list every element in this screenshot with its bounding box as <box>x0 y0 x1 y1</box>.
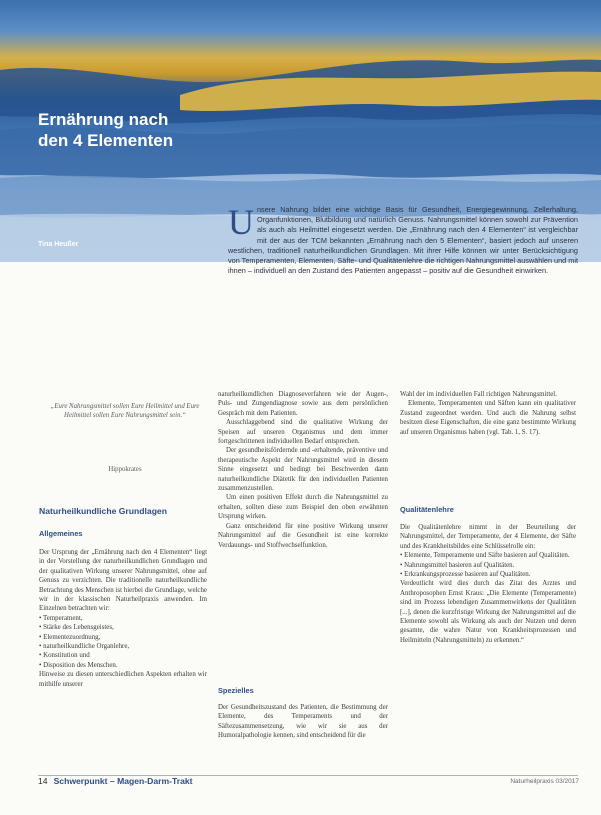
col2-paragraph-2: Ausschlaggebend sind die qualitative Wirkung der Speisen auf unseren Organismus und dem immer fortgeschrittenen individuellen Bedarf entsprechen. <box>218 419 388 446</box>
intro-text: nsere Nahrung bildet eine wichtige Basis für Gesundheit, Energiegewinnung, Zellerhaltung, Organfunktionen, Blutbildung und natürlich Genuss. Nahrungsmittel können sowohl zur Prävention als auch als Heilmittel eingesetzt werden. Die „Ernährung nach den 4 Elementen“ ist vergleichbar mit der aus der TCM bekannten „Ernährung nach den 5 Elementen“, basiert jedoch auf unseren westlichen, traditionell naturheilkundlichen Grundlagen. Mit ihrer Hilfe können wir unter Berücksichtigung von Temperamenten, Elementen, Säfte- und Qualitätenlehre die richtigen Nahrungsmittel auswählen und mit ihnen – individuell an den Zustand des Patienten angepasst – positiv auf die Gesundheit einwirken. <box>228 205 578 276</box>
aspect-item: • Stärke des Lebensgeistes, <box>39 623 207 632</box>
quality-item: • Erkrankungsprozesse basieren auf Qualitäten. <box>400 570 576 579</box>
col1-paragraph-1: Der Ursprung der „Ernährung nach den 4 Elementen“ liegt in der Vorstellung der naturheilkundlichen Grundlagen und der qualitativen Wirkung unserer Nahrungsmittel, ohne auf Genuss zu verzichten. Die traditionelle naturheilkundliche Betrachtung des Menschen ist hierbei die Grundlage, welche wir in der klassischen Naturheilpraxis anwenden. Im Einzelnen betrachten wir: <box>39 549 207 613</box>
aspect-item: • Temperament, <box>39 614 207 623</box>
title-line-1: Ernährung nach <box>38 110 169 129</box>
col3-paragraph-1: Wahl der im individuellen Fall richtigen Nahrungsmittel. <box>400 391 557 398</box>
col2-paragraph-5: Ganz entscheidend für eine positive Wirkung unserer Nahrungsmittel auf die Gesundheit ist eine korrekte Verdauungs- und Stoffwechselfunktion. <box>218 522 388 549</box>
col2-paragraph-4: Um einen positiven Effekt durch die Nahrungsmittel zu erhalten, sollten diese zum Beispiel den oben erwähnten Ursprung wirken. <box>218 494 388 521</box>
intro-paragraph <box>228 202 578 276</box>
section-heading-grundlagen: Naturheilkundliche Grundlagen <box>39 506 167 516</box>
drop-cap: U <box>228 202 254 242</box>
article-title <box>38 109 173 151</box>
col3-paragraph-2: Elemente, Temperamenten und Säften kann ein qualitativer Zustand zugeordnet werden. Und auch die Nahrung selbst besitzen diese Eigenschaften, die eine ganz bestimmte Wirkung auf unseren Organismus haben (vgl. Tab. 1, S. 17). <box>400 400 576 436</box>
col3-paragraph-3: Die Qualitätenlehre nimmt in der Beurteilung der Nahrungsmittel, der Temperamente, der 4 Elemente, der Säfte und des Krankheitsbildes eine Schlüsselrolle ein: <box>400 524 576 550</box>
aspect-item: • Elementezuordnung, <box>39 633 207 642</box>
footer-section <box>38 776 193 786</box>
col3-paragraph-4: Verdeutlicht wird dies durch das Zitat des Arztes und Anthroposophen Ernst Kraus: „Die Elemente (Temperamente) sind im Prozess lebendigen Zusammenwirkens der Qualitäten [...], denen die kurzfristige Wirkung der Nahrungsmittel auf die Elemente sowohl als Wirkung als auch der Nutzen und deren gesamte, die wahre Natur von Krankheitsprozessen und Heilmitteln (Nahrungsmitteln) zu erkennen.“ <box>400 580 576 644</box>
qualities-list <box>400 551 576 579</box>
aspect-item: • Konstitution und <box>39 651 207 660</box>
subheading-qualitaetenlehre: Qualitätenlehre <box>400 505 454 514</box>
footer-section-title: Schwerpunkt – Magen-Darm-Trakt <box>53 776 193 786</box>
col2-paragraph-6: Der Gesundheitszustand des Patienten, die Bestimmung der Elemente, des Temperaments und der Säftezusammensetzung, wie wir sie aus der Humoralpathologie kennen, sind entscheidend für die <box>218 704 388 740</box>
journal-name: Naturheilpraxis 03/2017 <box>510 778 579 785</box>
column-2 <box>218 390 388 550</box>
column-2-lower <box>218 703 388 741</box>
quote-author: Hippokrates <box>108 466 142 473</box>
quality-item: • Nahrungsmittel basieren auf Qualitäten. <box>400 561 576 570</box>
subheading-allgemeines: Allgemeines <box>39 529 83 538</box>
col2-paragraph-3: Der gesundheitsfördernde und -erhaltende, präventive und therapeutische Aspekt der Nahrungsmittel wird in diesem Sinne eingesetzt und bedingt bei Beschwerden dann naturheilkundliche Diätetik für den individuellen Patienten zusammenzustellen. <box>218 447 388 493</box>
quality-item: • Elemente, Temperamente und Säfte basieren auf Qualitäten. <box>400 551 576 560</box>
col1-paragraph-2: Hinweise zu diesen unterschiedlichen Aspekten erhalten wir mithilfe unserer <box>39 671 207 688</box>
column-1 <box>39 548 207 689</box>
title-line-2: den 4 Elementen <box>38 131 174 150</box>
column-3 <box>400 390 576 437</box>
aspect-item: • Disposition des Menschen. <box>39 661 207 670</box>
aspect-list <box>39 614 207 670</box>
aspect-item: • naturheilkundliche Organlehre, <box>39 642 207 651</box>
author-name: Tina Heußer <box>38 241 79 248</box>
pull-quote: „Eure Nahrungsmittel sollen Eure Heilmittel und Eure Heilmittel sollen Eure Nahrungsmittel sein.“ <box>50 403 200 420</box>
column-3-lower <box>400 523 576 645</box>
col2-paragraph-1: naturheilkundlichen Diagnoseverfahren wie der Augen-, Puls- und Zungendiagnose sowie aus dem persönlichen Gespräch mit dem Patienten. <box>218 391 388 417</box>
subheading-spezielles: Spezielles <box>218 686 254 695</box>
page-number: 14 <box>38 776 48 786</box>
